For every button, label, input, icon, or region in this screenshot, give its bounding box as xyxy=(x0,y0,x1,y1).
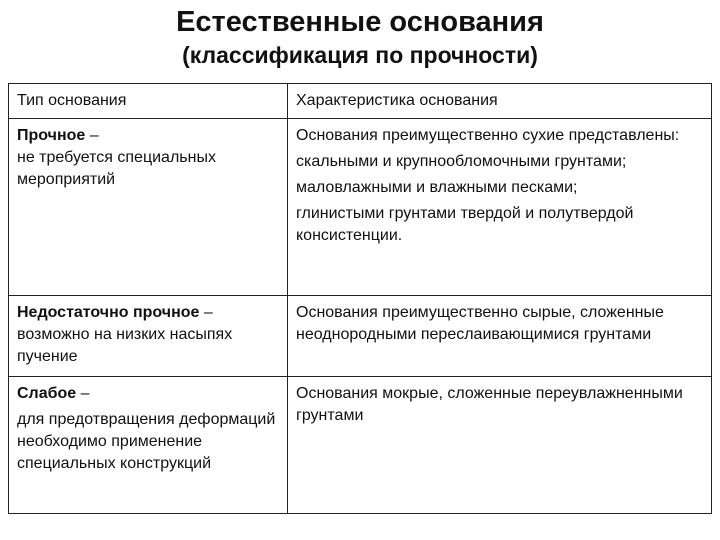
column-header-characteristic: Характеристика основания xyxy=(288,84,712,119)
characteristic-intro: Основания преимущественно сырые, сложенные неоднородными переслаивающимися грунтами xyxy=(296,304,664,343)
characteristic-intro: Основания преимущественно сухие представлены: xyxy=(296,127,680,144)
type-description: не требуется специальных мероприятий xyxy=(17,149,216,188)
title-block xyxy=(0,4,720,70)
characteristic-item: скальными и крупнообломочными грунтами; xyxy=(296,153,627,170)
type-name: Прочное xyxy=(17,127,86,144)
characteristic-cell xyxy=(288,296,712,377)
column-header-type: Тип основания xyxy=(9,84,288,119)
table-header-row xyxy=(9,84,712,119)
page-subtitle: (классификация по прочности) xyxy=(182,42,538,68)
type-description: возможно на низких насыпях пучение xyxy=(17,326,233,365)
type-dash: – xyxy=(199,304,213,321)
type-description: для предотвращения деформаций необходимо применение специальных конструкций xyxy=(17,411,276,472)
classification-table xyxy=(8,83,712,514)
type-cell xyxy=(9,119,288,296)
page-title: Естественные основания xyxy=(176,6,544,38)
table-row xyxy=(9,377,712,514)
characteristic-intro: Основания мокрые, сложенные переувлажненными грунтами xyxy=(296,385,683,424)
type-name: Слабое xyxy=(17,385,77,402)
characteristic-cell xyxy=(288,119,712,296)
characteristic-item: маловлажными и влажными песками; xyxy=(296,179,578,196)
characteristic-cell xyxy=(288,377,712,514)
type-dash: – xyxy=(85,127,99,144)
type-name: Недостаточно прочное xyxy=(17,304,200,321)
characteristic-item: глинистыми грунтами твердой и полутвердой консистенции. xyxy=(296,205,634,244)
table-row xyxy=(9,119,712,296)
type-cell xyxy=(9,296,288,377)
table-row xyxy=(9,296,712,377)
type-dash: – xyxy=(76,385,90,402)
type-cell xyxy=(9,377,288,514)
